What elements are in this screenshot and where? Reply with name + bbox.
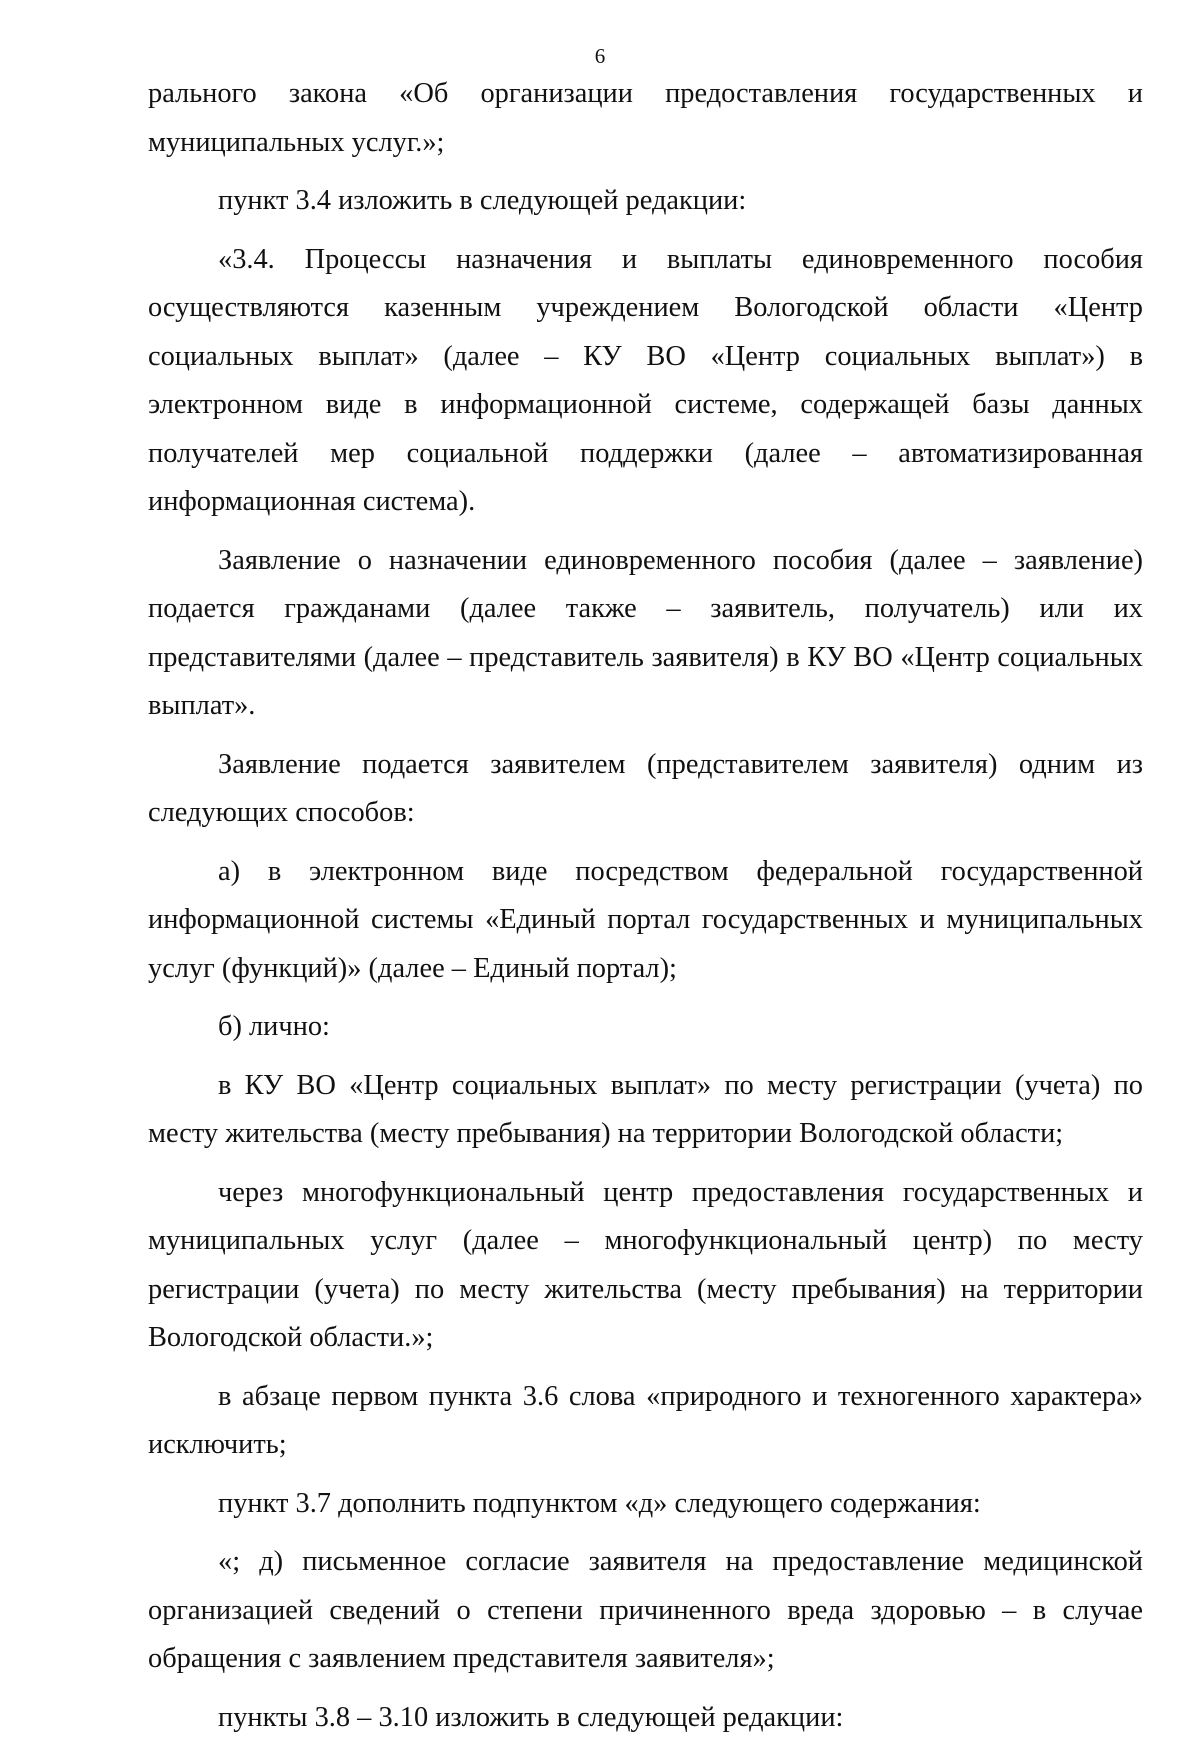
document-body: [148, 70, 1143, 1742]
paragraph-method-b-mfc: через многофункциональный центр предоставления государственных и муниципальных услуг (далее – многофункциональный центр) по месту регистрации (учета) по месту жительства (месту пребывания) на территории Вологодской области.»;: [148, 1169, 1143, 1363]
paragraph-method-b-center: в КУ ВО «Центр социальных выплат» по месту регистрации (учета) по месту жительства (месту пребывания) на территории Вологодской области;: [148, 1062, 1143, 1159]
paragraph-continuation: рального закона «Об организации предоставления государственных и муниципальных услуг.»;: [148, 70, 1143, 167]
paragraph-item-3-4-intro: пункт 3.4 изложить в следующей редакции:: [148, 177, 1143, 226]
paragraph-submission-methods: Заявление подается заявителем (представителем заявителя) одним из следующих способов:: [148, 741, 1143, 838]
paragraph-item-3-7-d: «; д) письменное согласие заявителя на предоставление медицинской организацией сведений о степени причиненного вреда здоровью – в случае обращения с заявлением представителя заявителя»;: [148, 1538, 1143, 1684]
paragraph-method-b: б) лично:: [148, 1003, 1143, 1052]
paragraph-item-3-6: в абзаце первом пункта 3.6 слова «природного и техногенного характера» исключить;: [148, 1373, 1143, 1470]
paragraph-application-submission: Заявление о назначении единовременного пособия (далее – заявление) подается гражданами (далее также – заявитель, получатель) или их представителями (далее – представитель заявителя) в КУ ВО «Центр социальных выплат».: [148, 537, 1143, 731]
paragraph-item-3-7-intro: пункт 3.7 дополнить подпунктом «д» следующего содержания:: [148, 1480, 1143, 1529]
paragraph-item-3-4-text: «3.4. Процессы назначения и выплаты единовременного пособия осуществляются казенным учреждением Вологодской области «Центр социальных выплат» (далее – КУ ВО «Центр социальных выплат») в электронном виде в информационной системе, содержащей базы данных получателей мер социальной поддержки (далее – автоматизированная информационная система).: [148, 236, 1143, 527]
page-number: 6: [0, 44, 1200, 68]
paragraph-items-3-8-3-10: пункты 3.8 – 3.10 изложить в следующей редакции:: [148, 1694, 1143, 1742]
paragraph-method-a: а) в электронном виде посредством федеральной государственной информационной системы «Единый портал государственных и муниципальных услуг (функций)» (далее – Единый портал);: [148, 848, 1143, 994]
